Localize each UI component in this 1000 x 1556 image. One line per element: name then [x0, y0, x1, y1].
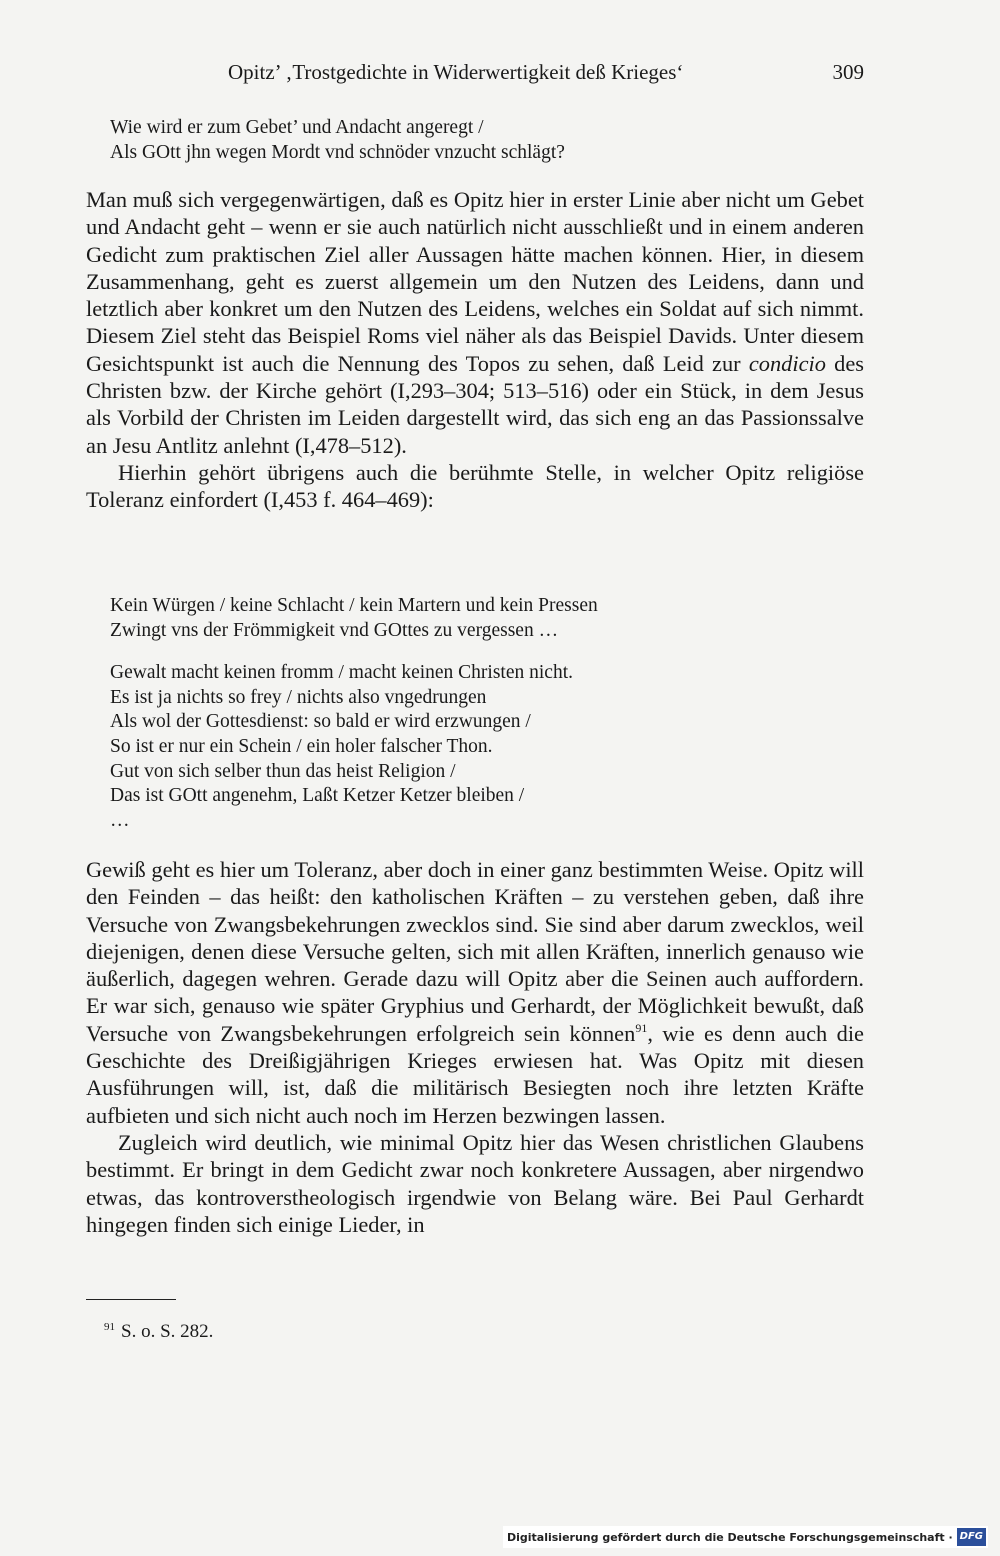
- verse-line: So ist er nur ein Schein / ein holer falscher Thon.: [110, 735, 493, 757]
- paragraph-2: Hierhin gehört übrigens auch die berühmte Stelle, in welcher Opitz religiöse Toleranz einfordert (I,453 f. 464–469):: [86, 459, 864, 513]
- verse-ellipsis: …: [110, 809, 130, 831]
- verse-line: Gut von sich selber thun das heist Religion /: [110, 760, 456, 782]
- book-page: [86, 0, 864, 1556]
- credit-text: Digitalisierung gefördert durch die Deutsche Forschungsgemeinschaft ·: [506, 1530, 953, 1544]
- running-title: Opitz’ ‚Trostgedichte in Widerwertigkeit deß Krieges‘: [228, 60, 684, 84]
- verse-quote-top: [110, 116, 565, 165]
- verse-line: Als GOtt jhn wegen Mordt vnd schnöder vnzucht schlägt?: [110, 141, 565, 163]
- verse-line: Das ist GOtt angenehm, Laßt Ketzer Ketzer bleiben /: [110, 785, 525, 807]
- verse-line: Wie wird er zum Gebet’ und Andacht angeregt /: [110, 117, 484, 138]
- verse-line: Gewalt macht keinen fromm / macht keinen Christen nicht.: [110, 662, 573, 684]
- digitization-credit: [503, 1526, 988, 1548]
- paragraph-1: [86, 186, 864, 459]
- footnote-text: S. o. S. 282.: [121, 1321, 214, 1342]
- dfg-logo: DFG: [957, 1528, 986, 1546]
- prose-block-1: [86, 186, 864, 514]
- footnote-reference[interactable]: 91: [635, 1020, 648, 1035]
- footnote: [104, 1314, 213, 1345]
- paragraph-1-text-b: des Christen bzw. der Kirche gehört (I,293–304; 513–516) oder ein Stück, in dem Jesus als Vorbild der Christen im Leiden dargestellt wird, das sich eng an das Passionssalve an Jesu Antlitz anlehnt (I,478–512).: [86, 350, 864, 458]
- verse-line: Als wol der Gottesdienst: so bald er wird erzwungen /: [110, 711, 531, 733]
- verse-line: Es ist ja nichts so frey / nichts also vngedrungen: [110, 686, 487, 708]
- paragraph-3-text-b: , wie es denn auch die Geschichte des Dreißigjährigen Krieges erwiesen hat. Was Opitz mit diesen Ausführungen will, ist, daß die militärisch Besiegten noch ihre letzten Kräfte aufbieten und sich nicht auch noch im Herzen bezwingen lassen.: [86, 1020, 865, 1128]
- footnote-rule: [86, 1299, 176, 1300]
- paragraph-1-text-a: Man muß sich vergegenwärtigen, daß es Opitz hier in erster Linie aber nicht um Gebet und Andacht geht – wenn er sie auch natürlich nicht ausschließt und in einem anderen Gedicht zum praktischen Ziel aller Aussagen hätte machen können. Hier, in diesem Zusammenhang, geht es zuerst allgemein um den Nutzen des Leidens, dann und letztlich aber konkret um den Nutzen des Leidens, welches ein Soldat auf sich nimmt. Diesem Ziel steht das Beispiel Roms viel näher als das Beispiel Davids. Unter diesem Gesichtspunkt ist auch die Nennung des Topos zu sehen, daß Leid zur: [86, 187, 864, 376]
- paragraph-4: Zugleich wird deutlich, wie minimal Opitz hier das Wesen christlichen Glaubens bestimmt. Er bringt in dem Gedicht zwar noch konkretere Aussagen, aber nirgendwo etwas, das kontroverstheologisch irgendwie von Belang wäre. Bei Paul Gerhardt hingegen finden sich einige Lieder, in: [86, 1129, 864, 1237]
- paragraph-3: [86, 856, 864, 1129]
- stanza-gap: [110, 643, 598, 661]
- running-head: [86, 58, 864, 86]
- prose-block-2: [86, 856, 864, 1238]
- italic-term: condicio: [748, 350, 826, 376]
- verse-line: Kein Würgen / keine Schlacht / kein Martern und kein Pressen: [110, 595, 598, 616]
- paragraph-3-text-a: Gewiß geht es hier um Toleranz, aber doch in einer ganz bestimmten Weise. Opitz will den Feinden – das heißt: den katholischen Kräften – zu verstehen geben, daß ihre Versuche von Zwangsbekehrungen zwecklos sind. Sie sind aber darum zwecklos, weil diejenigen, denen diese Versuche gelten, sich mit allen Kräften, innerlich genauso wie äußerlich, dagegen wehren. Gerade dazu will Opitz aber die Seinen auch auffordern. Er war sich, genauso wie später Gryphius und Gerhardt, der Möglichkeit bewußt, daß Versuche von Zwangsbekehrungen erfolgreich sein können: [86, 857, 864, 1046]
- verse-line: Zwingt vns der Frömmigkeit vnd GOttes zu vergessen …: [110, 619, 559, 641]
- verse-quote-middle: [110, 594, 598, 833]
- footnote-number: 91: [104, 1321, 115, 1333]
- page-number: 309: [832, 60, 864, 84]
